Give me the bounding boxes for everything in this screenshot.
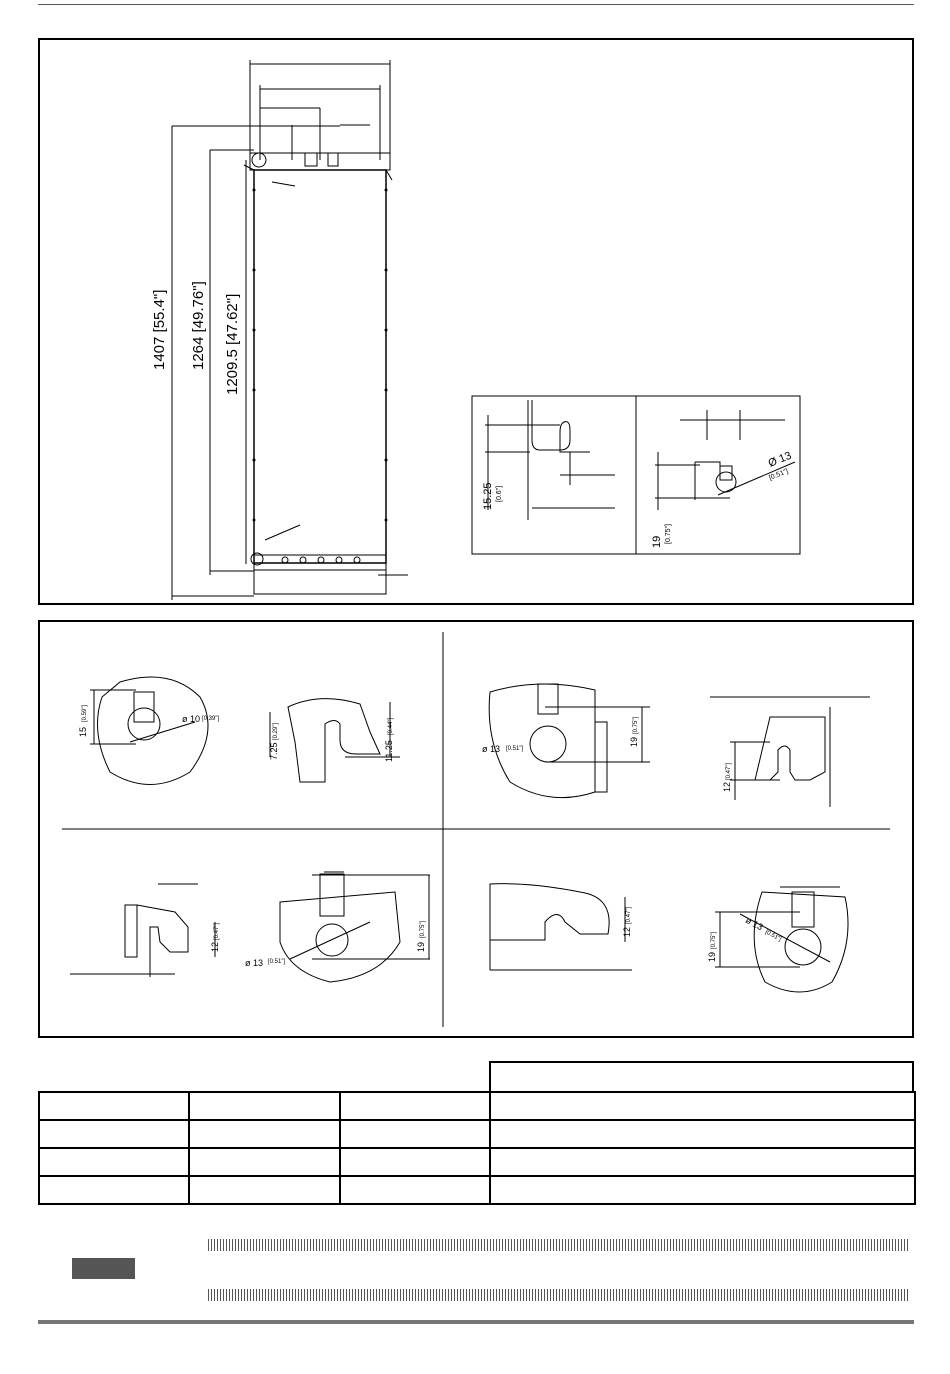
table-cell	[490, 1120, 915, 1148]
details-panel	[38, 620, 914, 1038]
top-rule	[38, 4, 914, 5]
table-row	[39, 1120, 915, 1148]
dim-total-height: 1407 [55.4"]	[151, 289, 168, 370]
table-row	[39, 1092, 915, 1120]
slot-dim-inch: [0.6"]	[496, 485, 503, 502]
d1-diameter: ø 10	[182, 714, 201, 724]
table-row	[39, 1176, 915, 1204]
note-badge	[72, 1258, 135, 1279]
table-cell	[340, 1120, 490, 1148]
d7-height-inch: [0.47"]	[626, 906, 632, 924]
d8-height-inch: [0.75"]	[711, 931, 717, 949]
dim-inner-height: 1209.5 [47.62"]	[224, 293, 241, 395]
d3-height: 19	[629, 736, 639, 747]
d3-height-inch: [0.75"]	[633, 716, 639, 734]
d3-diameter-inch: [0.51"]	[506, 746, 524, 752]
table-cell	[189, 1148, 340, 1176]
bottom-rule	[38, 1320, 914, 1324]
table-row	[39, 1148, 915, 1176]
details-drawing	[40, 622, 912, 1036]
spec-table-header	[489, 1061, 914, 1091]
d2-depth-inch: [0.44"]	[388, 717, 394, 735]
d6-height-inch: [0.75"]	[420, 920, 426, 938]
d8-diameter-inch: [0.51"]	[764, 929, 783, 943]
d8-diameter: ø 13	[744, 914, 765, 933]
note-text-line-2	[208, 1289, 908, 1301]
d5-height: 12	[210, 941, 220, 952]
table-cell	[189, 1176, 340, 1204]
keyhole-dim-value: 19	[651, 535, 663, 548]
dim-middle-height: 1264 [49.76"]	[190, 281, 207, 370]
d7-height: 12	[622, 926, 632, 937]
d4-height-inch: [0.47"]	[726, 762, 732, 780]
spec-table	[38, 1091, 916, 1205]
table-cell	[340, 1092, 490, 1120]
d2-slot: 7.25	[269, 742, 279, 760]
table-cell	[340, 1148, 490, 1176]
table-cell	[39, 1176, 189, 1204]
d2-slot-inch: [0.29"]	[273, 722, 279, 740]
d1-height: 15	[78, 726, 88, 737]
table-cell	[490, 1092, 915, 1120]
main-drawing-panel	[38, 38, 914, 605]
d6-height: 19	[416, 941, 426, 952]
cabinet-drawing	[40, 40, 912, 603]
d1-diameter-inch: [0.39"]	[202, 716, 220, 722]
table-cell	[340, 1176, 490, 1204]
d3-diameter: ø 13	[482, 744, 501, 754]
d5-height-inch: [0.47"]	[214, 922, 220, 940]
table-cell	[39, 1092, 189, 1120]
table-cell	[39, 1120, 189, 1148]
d4-height: 12	[722, 781, 732, 792]
keyhole-diameter: Ø 13	[766, 449, 794, 470]
d6-diameter: ø 13	[245, 958, 264, 968]
d8-height: 19	[707, 951, 717, 962]
table-cell	[490, 1176, 915, 1204]
slot-dim-value: 15.25	[482, 482, 494, 510]
keyhole-diameter-inch: [0.51"]	[768, 467, 790, 482]
keyhole-dim-inch: [0.75"]	[665, 524, 672, 544]
table-cell	[39, 1148, 189, 1176]
d1-height-inch: [0.59"]	[82, 704, 88, 722]
note-text-line-1	[208, 1239, 908, 1251]
table-cell	[189, 1120, 340, 1148]
d2-depth: 11.25	[384, 740, 394, 762]
table-cell	[189, 1092, 340, 1120]
table-cell	[490, 1148, 915, 1176]
d6-diameter-inch: [0.51"]	[268, 959, 286, 965]
